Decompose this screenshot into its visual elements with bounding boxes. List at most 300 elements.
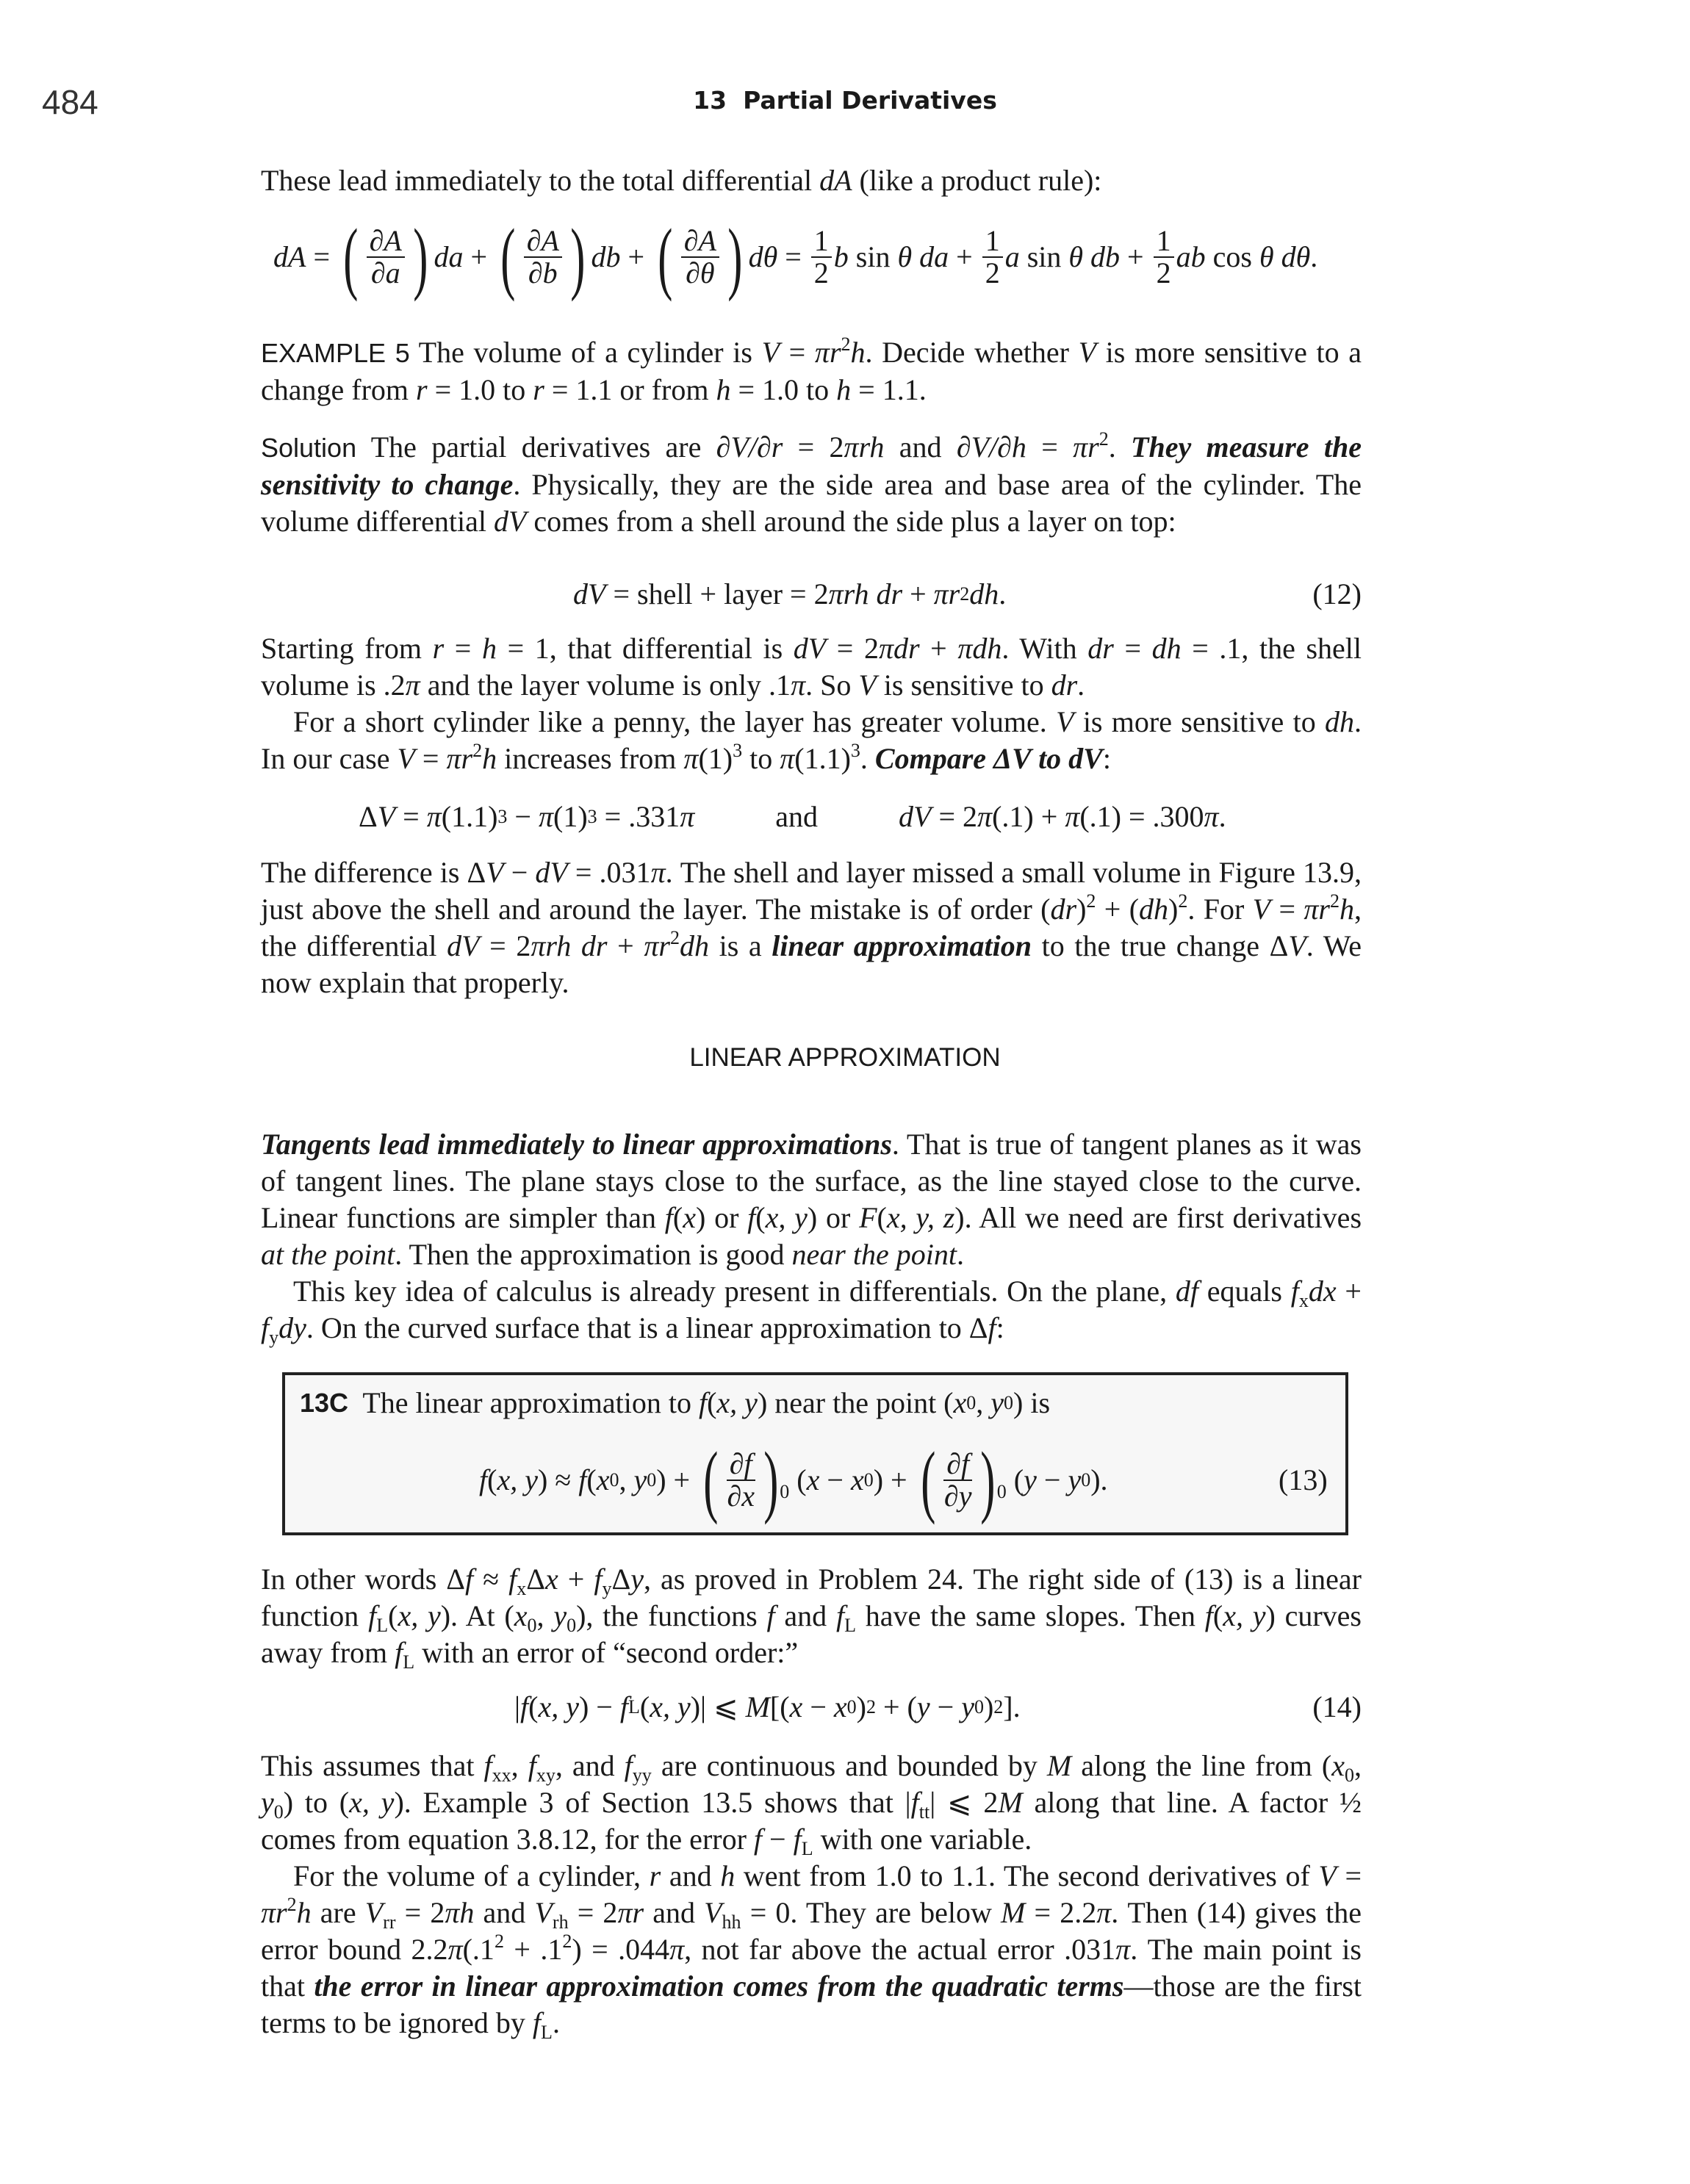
text-run: ) near the point ( bbox=[757, 1386, 954, 1419]
superscript: 2 bbox=[841, 334, 851, 355]
text-run: dθ bbox=[748, 240, 778, 273]
text-run: h bbox=[720, 1859, 736, 1892]
text-run: sin bbox=[1019, 240, 1069, 273]
text-run: x bbox=[833, 1690, 847, 1723]
text-run: V bbox=[761, 336, 780, 369]
text-run: , not far above the actual error .031 bbox=[684, 1933, 1116, 1966]
text-run: + .1 bbox=[503, 1933, 563, 1966]
text-run: . With bbox=[1002, 632, 1088, 665]
text-run: is more sensitive to a change from bbox=[261, 336, 1362, 406]
text-run: f bbox=[368, 1599, 377, 1632]
subscript: hh bbox=[722, 1911, 741, 1933]
superscript: 2 bbox=[1086, 890, 1096, 912]
text-run: This assumes that bbox=[261, 1749, 484, 1782]
text-run: , as proved in Problem 24. The right side of (13) is a linear function bbox=[261, 1563, 1362, 1632]
text-run: f bbox=[835, 1599, 845, 1632]
left-paren: ( bbox=[500, 212, 516, 302]
starting-paragraphs bbox=[261, 630, 1362, 777]
text-run: = bbox=[395, 800, 427, 833]
text-run: ∂V/∂h bbox=[956, 430, 1026, 464]
text-run: M bbox=[1046, 1749, 1072, 1782]
text-run: = 2 bbox=[568, 1896, 618, 1929]
equation-14: | f ( x, y ) − f L ( x, y )| ⩽ M [( x − x 0 ) 2 + ( y − y 0 ) 2 ]. bbox=[514, 1689, 1021, 1726]
text-run: ( bbox=[1212, 1599, 1223, 1632]
text-run: dh bbox=[679, 929, 709, 962]
text-run: have the same slopes. Then bbox=[855, 1599, 1205, 1632]
text-run: | ⩽ 2 bbox=[930, 1786, 999, 1819]
text-run: π bbox=[1096, 1896, 1112, 1929]
other-words-paragraph bbox=[261, 1561, 1362, 1671]
text-run: dh bbox=[969, 577, 999, 610]
text-run: ( bbox=[877, 1201, 887, 1234]
text-run: dV bbox=[899, 800, 932, 833]
text-run: and the layer volume is only .1 bbox=[420, 668, 791, 702]
text-run: − bbox=[930, 1690, 962, 1723]
text-run: y bbox=[630, 1563, 644, 1596]
left-paren: ( bbox=[343, 212, 359, 302]
subscript: 0 bbox=[780, 1481, 790, 1502]
superscript: 2 bbox=[1329, 890, 1340, 912]
text-run: These lead immediately to the total differential bbox=[261, 164, 820, 197]
text-run: ∂V/∂r bbox=[716, 430, 783, 464]
equation-dA bbox=[273, 213, 1317, 301]
text-run: ≈ bbox=[473, 1563, 509, 1596]
intro-paragraph bbox=[261, 162, 1362, 199]
denominator: ∂x bbox=[727, 1480, 755, 1513]
solution bbox=[261, 429, 1362, 540]
denominator: 2 bbox=[985, 256, 1000, 289]
closing-paragraphs bbox=[261, 1748, 1362, 2041]
text-run: x bbox=[683, 1201, 696, 1234]
text-run: ). bbox=[1090, 1463, 1108, 1496]
text-run: ( bbox=[586, 1463, 597, 1496]
paragraph bbox=[261, 704, 1362, 777]
text-run: . bbox=[860, 742, 875, 775]
text-run: (.1) = .300 bbox=[1079, 800, 1204, 833]
text-run: For a short cylinder like a penny, the layer has greater volume. bbox=[293, 705, 1057, 738]
text-run: y bbox=[553, 1599, 567, 1632]
text-run: —those are the first terms to be ignored by bbox=[261, 1969, 1362, 2039]
text-run: Δ bbox=[611, 1563, 631, 1596]
text-run: to the true change Δ bbox=[1032, 929, 1289, 962]
text-run: x bbox=[789, 1690, 803, 1723]
text-run: x, y bbox=[650, 1690, 691, 1723]
text-run: πdr bbox=[878, 632, 920, 665]
partial-derivative bbox=[337, 212, 434, 302]
subscript: xx bbox=[492, 1765, 511, 1786]
text-run: f bbox=[664, 1201, 673, 1234]
text-run: and bbox=[661, 1859, 721, 1892]
text-run: comes from a shell around the side plus a layer on top: bbox=[526, 505, 1176, 538]
text-run: = 0. They are below bbox=[741, 1896, 1002, 1929]
text-run: M bbox=[998, 1786, 1023, 1819]
fraction bbox=[811, 226, 832, 289]
denominator: ∂a bbox=[370, 256, 400, 289]
right-paren: ) bbox=[980, 1435, 996, 1525]
text-run: − bbox=[503, 856, 536, 889]
text-run: ) or bbox=[807, 1201, 860, 1234]
text-run: V bbox=[704, 1896, 722, 1929]
text-run: f bbox=[578, 1463, 587, 1496]
superscript: 2 bbox=[562, 1931, 572, 1952]
text-run: h bbox=[481, 632, 497, 665]
text-run: x, y bbox=[765, 1201, 808, 1234]
text-run: ( bbox=[789, 1463, 807, 1496]
text-run: r bbox=[533, 373, 544, 406]
subscript: rr bbox=[383, 1911, 396, 1933]
text-run: π bbox=[680, 800, 695, 833]
text-run: ( bbox=[1006, 1463, 1024, 1496]
subscript: rh bbox=[552, 1911, 569, 1933]
subscript: xy bbox=[536, 1765, 555, 1786]
text-run: + bbox=[1120, 240, 1151, 273]
text-run: y bbox=[633, 1463, 647, 1496]
subscript: 0 bbox=[996, 1481, 1007, 1502]
text-run: ) + bbox=[656, 1463, 698, 1496]
text-run: π bbox=[538, 800, 554, 833]
subscript: x bbox=[1298, 1290, 1309, 1311]
text-run: h bbox=[850, 336, 866, 369]
text-run: near the point bbox=[791, 1238, 957, 1271]
superscript: 2 bbox=[494, 1931, 504, 1952]
text-run: f bbox=[483, 1749, 492, 1782]
subscript: L bbox=[403, 1651, 415, 1673]
text-run: h bbox=[296, 1896, 312, 1929]
text-run: linear approximation bbox=[772, 929, 1032, 962]
numerator: ∂A bbox=[524, 226, 562, 258]
text-run: They measure the sensitivity to change bbox=[261, 430, 1362, 501]
text-run: V bbox=[1318, 1859, 1337, 1892]
text-run: ) ≈ bbox=[537, 1463, 579, 1496]
text-run: with an error of “second order:” bbox=[414, 1636, 799, 1669]
text-run: = .331 bbox=[597, 800, 680, 833]
text-run: . bbox=[1108, 430, 1132, 464]
text-run: V bbox=[486, 856, 504, 889]
text-run: = 1, that differential is bbox=[496, 632, 794, 665]
text-run: x bbox=[806, 1463, 820, 1496]
text-run: V bbox=[534, 1896, 553, 1929]
text-run: This key idea of calculus is already present in differentials. On the plane, bbox=[293, 1275, 1176, 1308]
text-run: x bbox=[953, 1386, 967, 1419]
fraction bbox=[681, 226, 719, 289]
text-run: ) bbox=[1076, 893, 1087, 926]
text-run: ) is bbox=[1013, 1386, 1051, 1419]
chapter-title: Partial Derivatives bbox=[743, 86, 997, 115]
text-run: ) bbox=[856, 1690, 866, 1723]
text-run: π bbox=[1065, 800, 1080, 833]
equation-14-tag: (14) bbox=[1312, 1690, 1362, 1723]
text-run: ( bbox=[639, 1690, 650, 1723]
text-run: θ db bbox=[1068, 240, 1121, 273]
text-run: dV bbox=[573, 577, 606, 610]
text-run: x, y bbox=[716, 1386, 758, 1419]
text-run: + ( bbox=[875, 1690, 917, 1723]
text-run: f bbox=[1290, 1275, 1299, 1308]
text-run: = 1.0 to bbox=[730, 373, 837, 406]
text-run: are continuous and bounded by bbox=[651, 1749, 1047, 1782]
left-paren: ( bbox=[920, 1435, 936, 1525]
text-run: Δ bbox=[359, 800, 378, 833]
text-run: dx bbox=[1308, 1275, 1337, 1308]
text-run: πrh bbox=[844, 430, 885, 464]
text-run: ). All we need are first derivatives bbox=[954, 1201, 1362, 1234]
text-run: f bbox=[766, 1599, 775, 1632]
text-run: θ da bbox=[897, 240, 949, 273]
text-run: dV bbox=[535, 856, 568, 889]
text-run: For the volume of a cylinder, bbox=[293, 1859, 650, 1892]
chapter-number: 13 bbox=[693, 86, 727, 115]
text-run: and bbox=[774, 1599, 836, 1632]
text-run: . Decide whether bbox=[865, 336, 1079, 369]
text-run: = bbox=[1270, 893, 1304, 926]
text-run: + bbox=[919, 632, 958, 665]
text-run: y bbox=[990, 1386, 1004, 1419]
text-run: (like a product rule): bbox=[852, 164, 1102, 197]
text-run: V bbox=[1288, 929, 1306, 962]
superscript: 2 bbox=[472, 740, 483, 761]
text-run: : bbox=[1102, 742, 1111, 775]
text-run: along that line. A factor ½ comes from equation 3.8.12, for the error bbox=[261, 1786, 1362, 1856]
numerator: 1 bbox=[811, 226, 832, 258]
text-run: = shell + layer = 2 bbox=[605, 577, 829, 610]
text-run: π bbox=[447, 1933, 463, 1966]
text-run: dr bbox=[1087, 632, 1114, 665]
example-5-statement bbox=[261, 334, 1362, 408]
text-run: π bbox=[669, 1933, 685, 1966]
superscript: 2 bbox=[1098, 428, 1109, 450]
left-paren: ( bbox=[658, 212, 673, 302]
text-run: and bbox=[884, 430, 957, 464]
text-run: y bbox=[916, 1690, 930, 1723]
text-run: The volume of a cylinder is bbox=[409, 336, 762, 369]
fraction bbox=[367, 226, 405, 289]
text-run: f bbox=[520, 1690, 529, 1723]
text-run: = bbox=[414, 742, 447, 775]
text-run: the error in linear approximation comes from the quadratic terms bbox=[314, 1969, 1124, 2003]
text-run: = 2 bbox=[479, 929, 531, 962]
text-run: − bbox=[762, 1823, 794, 1856]
text-run: π bbox=[683, 742, 699, 775]
text-run: 13C bbox=[300, 1388, 349, 1418]
text-run: V bbox=[1252, 893, 1271, 926]
text-run: f bbox=[753, 1823, 763, 1856]
section-heading: LINEAR APPROXIMATION bbox=[689, 1043, 1001, 1072]
text-run: = 2 bbox=[783, 430, 844, 464]
difference-paragraph bbox=[261, 854, 1362, 1001]
text-run: f bbox=[528, 1749, 536, 1782]
text-run: π bbox=[791, 668, 806, 702]
text-run: + bbox=[463, 240, 495, 273]
text-run: f bbox=[793, 1823, 802, 1856]
text-run: x, y bbox=[497, 1463, 538, 1496]
text-run: Compare ΔV to dV bbox=[874, 742, 1103, 775]
text-run: and bbox=[644, 1896, 705, 1929]
fraction bbox=[727, 1449, 755, 1512]
text-run: = bbox=[306, 240, 337, 273]
text-run: . So bbox=[805, 668, 859, 702]
text-run: = 2.2 bbox=[1025, 1896, 1097, 1929]
text-run: dV bbox=[447, 929, 480, 962]
text-run: = 1.1. bbox=[851, 373, 927, 406]
superscript: 2 bbox=[669, 927, 680, 948]
text-run: cos bbox=[1205, 240, 1259, 273]
text-run: and bbox=[775, 800, 819, 833]
numerator: ∂A bbox=[367, 226, 405, 258]
text-run: πr bbox=[933, 577, 960, 610]
text-run: . The shell and layer missed a small volume in Figure 13.9, just above the shell and around the layer. The mistake is of order ( bbox=[261, 856, 1362, 926]
text-run: , bbox=[976, 1386, 991, 1419]
text-run: x, y bbox=[398, 1599, 441, 1632]
text-run: + bbox=[1336, 1275, 1362, 1308]
text-run: r bbox=[416, 373, 428, 406]
text-run: to bbox=[742, 742, 780, 775]
text-run: f bbox=[261, 1311, 270, 1344]
text-run: = 1.1 or from bbox=[544, 373, 716, 406]
text-run: and bbox=[474, 1896, 535, 1929]
text-run: πrh dr bbox=[531, 929, 608, 962]
left-paren: ( bbox=[703, 1435, 719, 1525]
denominator: ∂θ bbox=[686, 256, 715, 289]
text-run: is a bbox=[708, 929, 772, 962]
text-run: V bbox=[1078, 336, 1097, 369]
text-run: M bbox=[1001, 1896, 1026, 1929]
text-run: x bbox=[1331, 1749, 1345, 1782]
text-run: y bbox=[961, 1690, 974, 1723]
text-run: Tangents lead immediately to linear approximations bbox=[261, 1128, 892, 1161]
text-run: ) or bbox=[695, 1201, 748, 1234]
text-run: . We now explain that properly. bbox=[261, 929, 1362, 999]
text-run: dy bbox=[278, 1311, 306, 1344]
text-run: f bbox=[910, 1786, 919, 1819]
denominator: 2 bbox=[1156, 256, 1171, 289]
text-run: (1.1) bbox=[794, 742, 851, 775]
text-run: ]. bbox=[1003, 1690, 1021, 1723]
partial-derivative bbox=[652, 212, 748, 302]
text-run: x, y bbox=[349, 1786, 395, 1819]
text-run: , bbox=[536, 1599, 554, 1632]
text-run: : bbox=[996, 1311, 1004, 1344]
paragraph bbox=[261, 162, 1362, 199]
text-run: is sensitive to bbox=[876, 668, 1051, 702]
text-run: ), the functions bbox=[576, 1599, 767, 1632]
text-run: f bbox=[479, 1463, 488, 1496]
text-run: + bbox=[949, 240, 980, 273]
text-run: h bbox=[1339, 893, 1354, 926]
solution-paragraph bbox=[261, 429, 1362, 540]
numerator: ∂A bbox=[681, 226, 719, 258]
subscript: L bbox=[844, 1615, 856, 1636]
denominator: ∂y bbox=[943, 1480, 972, 1513]
text-run: x bbox=[850, 1463, 864, 1496]
text-run: π bbox=[780, 742, 795, 775]
running-head bbox=[0, 86, 1690, 115]
subscript: L bbox=[376, 1615, 389, 1636]
text-run: ab bbox=[1176, 240, 1206, 273]
text-run: πr bbox=[446, 742, 473, 775]
text-run: [( bbox=[769, 1690, 790, 1723]
tangents-paragraphs bbox=[261, 1126, 1362, 1347]
paragraph bbox=[261, 1126, 1362, 1273]
text-run: r bbox=[649, 1859, 661, 1892]
subscript: 0 bbox=[1345, 1765, 1354, 1786]
text-run: ) + bbox=[873, 1463, 915, 1496]
text-run: πrh dr bbox=[828, 577, 903, 610]
text-run: = 2 bbox=[826, 632, 879, 665]
text-run: ) − bbox=[578, 1690, 620, 1723]
text-run: (1) bbox=[553, 800, 588, 833]
text-run: Solution bbox=[261, 433, 357, 463]
text-run: V bbox=[397, 742, 415, 775]
partial-derivative bbox=[915, 1435, 1007, 1525]
text-run: | bbox=[514, 1690, 521, 1723]
text-run: . bbox=[1310, 240, 1318, 273]
text-run: )| ⩽ bbox=[690, 1690, 746, 1723]
text-run: + ( bbox=[1096, 893, 1140, 926]
paragraph bbox=[261, 1561, 1362, 1671]
text-run: at the point bbox=[261, 1238, 395, 1271]
equation-12-tag: (12) bbox=[1312, 577, 1362, 610]
text-run: dV bbox=[493, 505, 527, 538]
paragraph bbox=[261, 630, 1362, 704]
text-run: y bbox=[261, 1786, 274, 1819]
text-run: = 1.0 to bbox=[427, 373, 533, 406]
text-run: b bbox=[833, 240, 849, 273]
text-run: x bbox=[544, 1563, 558, 1596]
text-run: . Physically, they are the side area and base area of the cylinder. The volume differential bbox=[261, 468, 1362, 538]
text-run: Starting from bbox=[261, 632, 433, 665]
text-run: + bbox=[607, 929, 644, 962]
text-run: π bbox=[1115, 1933, 1131, 1966]
text-run: increases from bbox=[497, 742, 684, 775]
text-run: f bbox=[465, 1563, 474, 1596]
right-paren: ) bbox=[413, 212, 428, 302]
text-run: are bbox=[311, 1896, 365, 1929]
text-run: V bbox=[1056, 705, 1074, 738]
denominator: ∂b bbox=[528, 256, 558, 289]
text-run: ) bbox=[983, 1690, 994, 1723]
text-run: dr bbox=[1050, 893, 1077, 926]
subscript: y bbox=[269, 1327, 279, 1348]
numerator: 1 bbox=[982, 226, 1003, 258]
text-run: f bbox=[508, 1563, 517, 1596]
text-run: πr bbox=[1304, 893, 1330, 926]
text-run: EXAMPLE 5 bbox=[261, 338, 410, 368]
text-run: dA bbox=[273, 240, 306, 273]
text-run: The partial derivatives are bbox=[356, 430, 716, 464]
text-run: ) = .044 bbox=[572, 1933, 670, 1966]
text-run: ). At ( bbox=[440, 1599, 514, 1632]
text-run: dh bbox=[1139, 893, 1169, 926]
text-run: x, y bbox=[1223, 1599, 1266, 1632]
paragraph bbox=[261, 1858, 1362, 2041]
text-run: = bbox=[1026, 430, 1074, 464]
denominator: 2 bbox=[813, 256, 829, 289]
text-run: . That is true of tangent planes as it was of tangent lines. The plane stays close to the surface, as the line stayed close to the curve. Linear functions are simpler than bbox=[261, 1128, 1362, 1234]
text-run: x bbox=[596, 1463, 610, 1496]
equation-12: dV = shell + layer = 2 πrh dr + πr 2 dh . bbox=[573, 576, 1006, 613]
text-run: . The main point is that bbox=[261, 1933, 1362, 2003]
text-run: . bbox=[1077, 668, 1085, 702]
text-run: = bbox=[780, 336, 815, 369]
text-run: ( bbox=[707, 1386, 717, 1419]
text-run: dA bbox=[819, 164, 852, 197]
text-run: V bbox=[364, 1896, 384, 1929]
numerator: 1 bbox=[1154, 226, 1174, 258]
subscript: yy bbox=[632, 1765, 652, 1786]
numerator: ∂f bbox=[943, 1449, 972, 1481]
subscript: x bbox=[517, 1578, 527, 1599]
text-run: dh bbox=[1151, 632, 1182, 665]
